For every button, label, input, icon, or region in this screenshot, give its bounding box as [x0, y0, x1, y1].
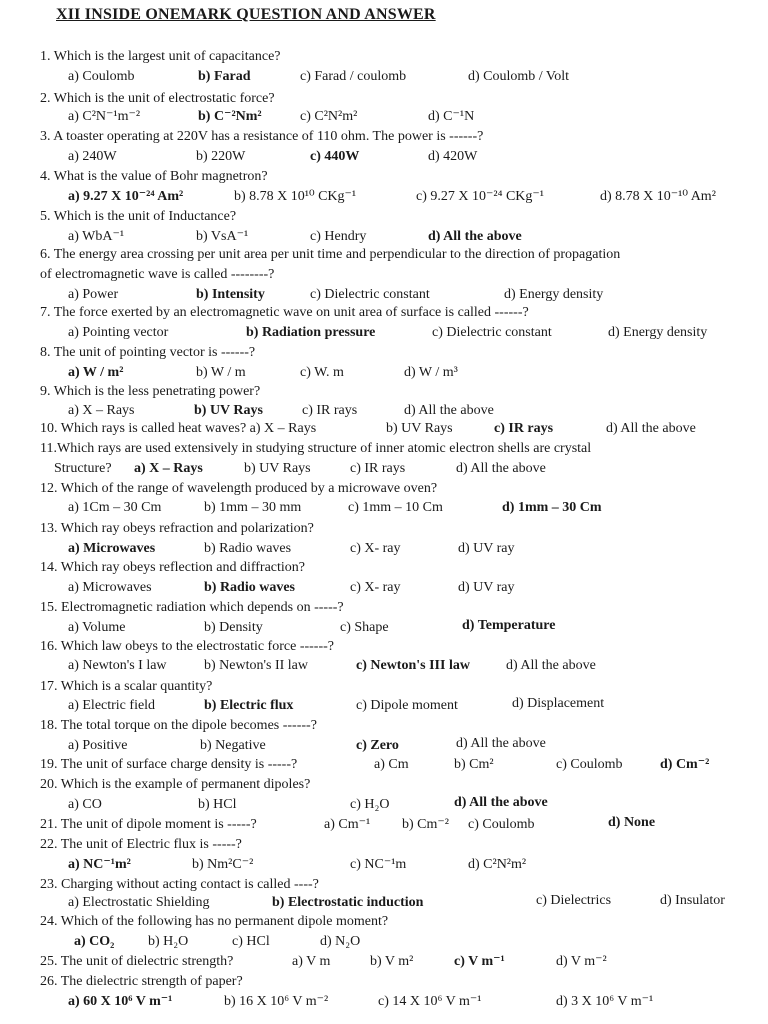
option-13b: b) Radio waves	[204, 541, 292, 556]
option-22a: a) NC⁻¹m²	[68, 857, 131, 872]
option-10c: c) IR rays	[494, 421, 554, 436]
option-23a: a) Electrostatic Shielding	[68, 895, 210, 910]
option-9a: a) X – Rays	[68, 403, 135, 418]
option-19d: d) Cm⁻²	[660, 757, 710, 772]
option-25d: d) V m⁻²	[556, 954, 607, 969]
option-1a: a) Coulomb	[68, 69, 135, 84]
option-21d: d) None	[608, 815, 656, 830]
option-4d: d) 8.78 X 10⁻¹⁰ Am²	[600, 189, 716, 204]
option-24c: c) HCl	[232, 934, 270, 949]
option-24d: d) N₂O	[320, 934, 361, 949]
option-3d: d) 420W	[428, 149, 478, 164]
option-25a: a) V m	[292, 954, 331, 969]
option-22d: d) C²N²m²	[468, 857, 527, 872]
question-11: 11.Which rays are used extensively in studying structure of inner atomic electron shells are crystal	[40, 441, 592, 456]
option-12c: c) 1mm – 10 Cm	[348, 500, 443, 515]
option-18b: b) Negative	[200, 738, 266, 753]
option-1c: c) Farad / coulomb	[300, 69, 407, 84]
question-12: 12. Which of the range of wavelength produced by a microwave oven?	[40, 481, 438, 496]
question-13: 13. Which ray obeys refraction and polarization?	[40, 521, 314, 536]
option-11c: c) IR rays	[350, 461, 406, 476]
option-25b: b) V m²	[370, 954, 414, 969]
option-9b: b) UV Rays	[194, 403, 263, 418]
question-24: 24. Which of the following has no permanent dipole moment?	[40, 914, 389, 929]
option-4c: c) 9.27 X 10⁻²⁴ CKg⁻¹	[416, 189, 544, 204]
option-2c: c) C²N²m²	[300, 109, 358, 124]
option-23b: b) Electrostatic induction	[272, 895, 424, 910]
option-14a: a) Microwaves	[68, 580, 152, 595]
option-20d: d) All the above	[454, 795, 548, 810]
question-16: 16. Which law obeys to the electrostatic force ------?	[40, 639, 334, 654]
question-9: 9. Which is the less penetrating power?	[40, 384, 261, 399]
option-14b: b) Radio waves	[204, 580, 296, 595]
question-15: 15. Electromagnetic radiation which depends on -----?	[40, 600, 344, 615]
question-23: 23. Charging without acting contact is called ----?	[40, 877, 319, 892]
question-25: 25. The unit of dielectric strength?	[40, 954, 234, 969]
option-3b: b) 220W	[196, 149, 246, 164]
option-19c: c) Coulomb	[556, 757, 623, 772]
question-14: 14. Which ray obeys reflection and diffraction?	[40, 560, 305, 575]
option-5d: d) All the above	[428, 229, 522, 244]
option-4b: b) 8.78 X 10¹⁰ CKg⁻¹	[234, 189, 357, 204]
option-10b: b) UV Rays	[386, 421, 453, 436]
question-17: 17. Which is a scalar quantity?	[40, 679, 213, 694]
option-20b: b) HCl	[198, 797, 237, 812]
option-5a: a) WbA⁻¹	[68, 229, 125, 244]
option-8b: b) W / m	[196, 365, 246, 380]
option-10d: d) All the above	[606, 421, 696, 436]
option-25c: c) V m⁻¹	[454, 954, 505, 969]
option-7a: a) Pointing vector	[68, 325, 169, 340]
option-18c: c) Zero	[356, 738, 399, 753]
option-3a: a) 240W	[68, 149, 117, 164]
option-17a: a) Electric field	[68, 698, 156, 713]
option-21b: b) Cm⁻²	[402, 817, 449, 832]
question-21: 21. The unit of dipole moment is -----?	[40, 817, 257, 832]
option-22b: b) Nm²C⁻²	[192, 857, 254, 872]
option-18a: a) Positive	[68, 738, 128, 753]
option-3c: c) 440W	[310, 149, 360, 164]
option-18d: d) All the above	[456, 736, 546, 751]
option-14c: c) X- ray	[350, 580, 401, 595]
option-26b: b) 16 X 10⁶ V m⁻²	[224, 994, 329, 1009]
option-16a: a) Newton's I law	[68, 658, 167, 673]
option-4a: a) 9.27 X 10⁻²⁴ Am²	[68, 189, 184, 204]
question-22: 22. The unit of Electric flux is -----?	[40, 837, 242, 852]
option-22c: c) NC⁻¹m	[350, 857, 407, 872]
option-7c: c) Dielectric constant	[432, 325, 552, 340]
option-24a: a) CO₂	[74, 934, 115, 949]
option-19b: b) Cm²	[454, 757, 494, 772]
option-21a: a) Cm⁻¹	[324, 817, 371, 832]
question-19: 19. The unit of surface charge density is -----?	[40, 757, 298, 772]
option-16b: b) Newton's II law	[204, 658, 308, 673]
option-20c: c) H₂O	[350, 797, 390, 812]
question-18: 18. The total torque on the dipole becomes ------?	[40, 718, 317, 733]
option-7d: d) Energy density	[608, 325, 708, 340]
question-2: 2. Which is the unit of electrostatic force?	[40, 91, 275, 106]
option-26a: a) 60 X 10⁶ V m⁻¹	[68, 994, 173, 1009]
option-15d: d) Temperature	[462, 618, 556, 633]
question-6: 6. The energy area crossing per unit area per unit time and perpendicular to the direction of propagation	[40, 247, 621, 262]
option-2a: a) C²N⁻¹m⁻²	[68, 109, 141, 124]
option-6a: a) Power	[68, 287, 119, 302]
question-11-cont: Structure?	[54, 461, 112, 476]
option-15b: b) Density	[204, 620, 263, 635]
option-6b: b) Intensity	[196, 287, 265, 302]
option-19a: a) Cm	[374, 757, 409, 772]
option-16c: c) Newton's III law	[356, 658, 470, 673]
option-23c: c) Dielectrics	[536, 893, 612, 908]
option-23d: d) Insulator	[660, 893, 725, 908]
question-26: 26. The dielectric strength of paper?	[40, 974, 243, 989]
option-14d: d) UV ray	[458, 580, 515, 595]
option-11d: d) All the above	[456, 461, 546, 476]
option-15a: a) Volume	[68, 620, 126, 635]
option-26d: d) 3 X 10⁶ V m⁻¹	[556, 994, 654, 1009]
option-24b: b) H₂O	[148, 934, 189, 949]
page-title: XII INSIDE ONEMARK QUESTION AND ANSWER	[56, 6, 436, 23]
option-11b: b) UV Rays	[244, 461, 311, 476]
question-1: 1. Which is the largest unit of capacitance?	[40, 49, 281, 64]
question-20: 20. Which is the example of permanent dipoles?	[40, 777, 311, 792]
question-3: 3. A toaster operating at 220V has a resistance of 110 ohm. The power is ------?	[40, 129, 484, 144]
option-8d: d) W / m³	[404, 365, 458, 380]
option-8a: a) W / m²	[68, 365, 124, 380]
question-7: 7. The force exerted by an electromagnetic wave on unit area of surface is called ------?	[40, 305, 529, 320]
option-6c: c) Dielectric constant	[310, 287, 430, 302]
option-2b: b) C⁻²Nm²	[198, 109, 262, 124]
option-12d: d) 1mm – 30 Cm	[502, 500, 602, 515]
option-17b: b) Electric flux	[204, 698, 294, 713]
question-5: 5. Which is the unit of Inductance?	[40, 209, 237, 224]
option-8c: c) W. m	[300, 365, 344, 380]
option-26c: c) 14 X 10⁶ V m⁻¹	[378, 994, 482, 1009]
question-6-cont: of electromagnetic wave is called --------?	[40, 267, 275, 282]
option-5b: b) VsA⁻¹	[196, 229, 249, 244]
option-9c: c) IR rays	[302, 403, 358, 418]
option-1b: b) Farad	[198, 69, 251, 84]
option-9d: d) All the above	[404, 403, 494, 418]
option-6d: d) Energy density	[504, 287, 604, 302]
question-10: 10. Which rays is called heat waves? a) X – Rays	[40, 421, 317, 436]
option-13a: a) Microwaves	[68, 541, 156, 556]
option-7b: b) Radiation pressure	[246, 325, 376, 340]
option-5c: c) Hendry	[310, 229, 367, 244]
option-12b: b) 1mm – 30 mm	[204, 500, 302, 515]
option-20a: a) CO	[68, 797, 102, 812]
option-13d: d) UV ray	[458, 541, 515, 556]
option-2d: d) C⁻¹N	[428, 109, 475, 124]
question-8: 8. The unit of pointing vector is ------?	[40, 345, 256, 360]
option-15c: c) Shape	[340, 620, 389, 635]
option-17c: c) Dipole moment	[356, 698, 458, 713]
question-4: 4. What is the value of Bohr magnetron?	[40, 169, 268, 184]
option-16d: d) All the above	[506, 658, 596, 673]
option-21c: c) Coulomb	[468, 817, 535, 832]
option-12a: a) 1Cm – 30 Cm	[68, 500, 162, 515]
option-13c: c) X- ray	[350, 541, 401, 556]
option-17d: d) Displacement	[512, 696, 605, 711]
option-11a: a) X – Rays	[134, 461, 203, 476]
option-1d: d) Coulomb / Volt	[468, 69, 570, 84]
